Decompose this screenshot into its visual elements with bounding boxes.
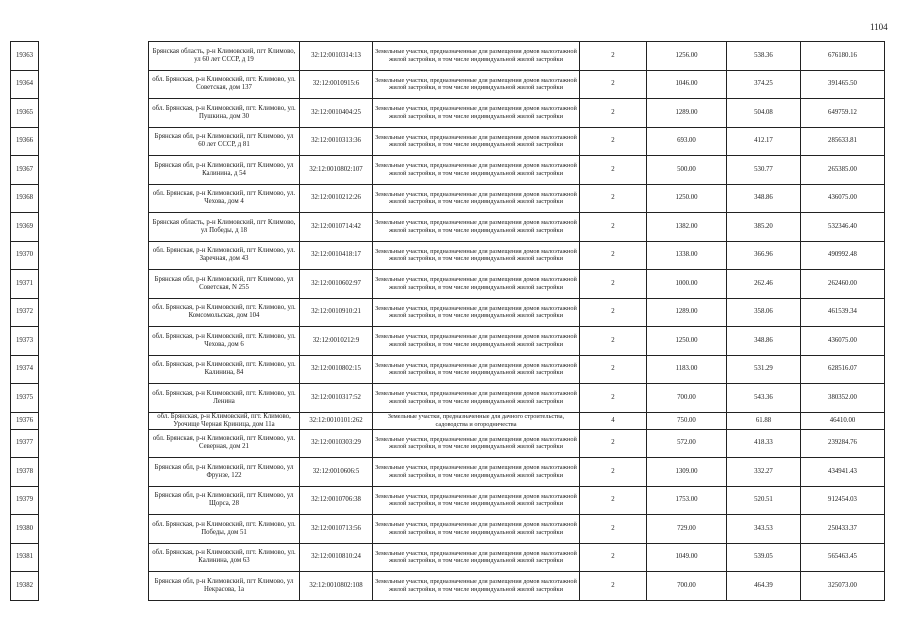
table-row	[11, 543, 885, 572]
cadastral-number-cell: 32:12:0010404:25	[300, 99, 373, 128]
area-cell: 729.00	[647, 515, 727, 544]
cadastral-number-cell: 32:12:0010910:21	[300, 298, 373, 327]
use-code-cell: 2	[580, 355, 647, 384]
use-code-cell: 2	[580, 429, 647, 458]
table-row	[11, 572, 885, 601]
address-cell: обл. Брянская, р-н Климовский, пгт Климово, ул. Заречная, дом 43	[149, 241, 300, 270]
address-cell: обл. Брянская, р-н Климовский, пгт. Климово, ул. Калинина, 84	[149, 355, 300, 384]
area-cell: 700.00	[647, 572, 727, 601]
spacer-cell	[39, 127, 149, 156]
table-row	[11, 184, 885, 213]
page-number: 1104	[870, 22, 888, 32]
cadastral-value-cell: 46410.00	[801, 412, 885, 429]
table-row	[11, 429, 885, 458]
land-use-cell: Земельные участки, предназначенные для размещения домов малоэтажной жилой застройки, в том числе индивидуальной жилой застройки	[373, 184, 580, 213]
specific-value-cell: 504.08	[727, 99, 801, 128]
table-row	[11, 515, 885, 544]
spacer-cell	[39, 515, 149, 544]
cadastral-number-cell: 32:12:0010802:107	[300, 156, 373, 185]
table-row	[11, 156, 885, 185]
use-code-cell: 2	[580, 327, 647, 356]
use-code-cell: 2	[580, 70, 647, 99]
spacer-cell	[39, 99, 149, 128]
area-cell: 1289.00	[647, 99, 727, 128]
area-cell: 700.00	[647, 384, 727, 413]
area-cell: 1250.00	[647, 327, 727, 356]
use-code-cell: 2	[580, 241, 647, 270]
cadastral-value-cell: 285633.81	[801, 127, 885, 156]
cadastral-number-cell: 32:12:0010101:262	[300, 412, 373, 429]
specific-value-cell: 543.36	[727, 384, 801, 413]
cadastral-value-cell: 912454.03	[801, 486, 885, 515]
row-number-cell: 19366	[11, 127, 39, 156]
cadastral-value-cell: 262460.00	[801, 270, 885, 299]
cadastral-number-cell: 32:12:0010802:108	[300, 572, 373, 601]
land-use-cell: Земельные участки, предназначенные для размещения домов малоэтажной жилой застройки, в том числе индивидуальной жилой застройки	[373, 384, 580, 413]
area-cell: 1338.00	[647, 241, 727, 270]
row-number-cell: 19382	[11, 572, 39, 601]
specific-value-cell: 343.53	[727, 515, 801, 544]
land-use-cell: Земельные участки, предназначенные для размещения домов малоэтажной жилой застройки, в том числе индивидуальной жилой застройки	[373, 70, 580, 99]
spacer-cell	[39, 384, 149, 413]
use-code-cell: 4	[580, 412, 647, 429]
specific-value-cell: 530.77	[727, 156, 801, 185]
address-cell: Брянская обл, р-н Климовский, пгт Климово, ул Калинина, д 54	[149, 156, 300, 185]
cadastral-value-cell: 380352.00	[801, 384, 885, 413]
use-code-cell: 2	[580, 384, 647, 413]
use-code-cell: 2	[580, 213, 647, 242]
cadastral-number-cell: 32:12:0010418:17	[300, 241, 373, 270]
land-use-cell: Земельные участки, предназначенные для размещения домов малоэтажной жилой застройки, в том числе индивидуальной жилой застройки	[373, 298, 580, 327]
cadastral-value-cell: 532346.40	[801, 213, 885, 242]
use-code-cell: 2	[580, 127, 647, 156]
cadastral-number-cell: 32:12:0010713:56	[300, 515, 373, 544]
area-cell: 1049.00	[647, 543, 727, 572]
area-cell: 750.00	[647, 412, 727, 429]
cadastral-number-cell: 32:12:0010602:97	[300, 270, 373, 299]
land-use-cell: Земельные участки, предназначенные для размещения домов малоэтажной жилой застройки, в том числе индивидуальной жилой застройки	[373, 327, 580, 356]
row-number-cell: 19364	[11, 70, 39, 99]
use-code-cell: 2	[580, 156, 647, 185]
specific-value-cell: 374.25	[727, 70, 801, 99]
spacer-cell	[39, 270, 149, 299]
use-code-cell: 2	[580, 515, 647, 544]
cadastral-value-cell: 434941.43	[801, 458, 885, 487]
cadastral-number-cell: 32:12:0010606:5	[300, 458, 373, 487]
specific-value-cell: 385.20	[727, 213, 801, 242]
area-cell: 1250.00	[647, 184, 727, 213]
specific-value-cell: 538.36	[727, 42, 801, 71]
land-use-cell: Земельные участки, предназначенные для размещения домов малоэтажной жилой застройки, в том числе индивидуальной жилой застройки	[373, 213, 580, 242]
table-body	[11, 42, 885, 601]
specific-value-cell: 366.96	[727, 241, 801, 270]
cadastral-value-cell: 490992.48	[801, 241, 885, 270]
spacer-cell	[39, 42, 149, 71]
land-use-cell: Земельные участки, предназначенные для размещения домов малоэтажной жилой застройки, в том числе индивидуальной жилой застройки	[373, 543, 580, 572]
cadastral-number-cell: 32:12:0010714:42	[300, 213, 373, 242]
spacer-cell	[39, 213, 149, 242]
row-number-cell: 19375	[11, 384, 39, 413]
table-row	[11, 70, 885, 99]
land-use-cell: Земельные участки, предназначенные для размещения домов малоэтажной жилой застройки, в том числе индивидуальной жилой застройки	[373, 515, 580, 544]
row-number-cell: 19381	[11, 543, 39, 572]
row-number-cell: 19367	[11, 156, 39, 185]
spacer-cell	[39, 572, 149, 601]
spacer-cell	[39, 241, 149, 270]
cadastral-value-cell: 565463.45	[801, 543, 885, 572]
cadastral-number-cell: 32:12:0010915:6	[300, 70, 373, 99]
table-row	[11, 486, 885, 515]
row-number-cell: 19379	[11, 486, 39, 515]
row-number-cell: 19370	[11, 241, 39, 270]
specific-value-cell: 348.86	[727, 327, 801, 356]
area-cell: 1309.00	[647, 458, 727, 487]
cadastral-number-cell: 32:12:0010314:13	[300, 42, 373, 71]
address-cell: обл. Брянская, р-н Климовский, пгт. Климово, ул. Победы, дом 51	[149, 515, 300, 544]
use-code-cell: 2	[580, 184, 647, 213]
specific-value-cell: 61.88	[727, 412, 801, 429]
spacer-cell	[39, 486, 149, 515]
use-code-cell: 2	[580, 543, 647, 572]
row-number-cell: 19371	[11, 270, 39, 299]
row-number-cell: 19368	[11, 184, 39, 213]
specific-value-cell: 520.51	[727, 486, 801, 515]
land-use-cell: Земельные участки, предназначенные для размещения домов малоэтажной жилой застройки, в том числе индивидуальной жилой застройки	[373, 355, 580, 384]
cadastral-number-cell: 32:12:0010810:24	[300, 543, 373, 572]
cadastral-value-cell: 436075.00	[801, 327, 885, 356]
specific-value-cell: 418.33	[727, 429, 801, 458]
cadastral-value-cell: 265385.00	[801, 156, 885, 185]
address-cell: Брянская область, р-н Климовский, пгт Климово, ул 60 лет СССР, д 19	[149, 42, 300, 71]
address-cell: обл. Брянская, р-н Климовский, пгт. Климово, ул. Советская, дом 137	[149, 70, 300, 99]
area-cell: 1382.00	[647, 213, 727, 242]
cadastral-number-cell: 32:12:0010706:38	[300, 486, 373, 515]
table-row	[11, 458, 885, 487]
table-row	[11, 327, 885, 356]
row-number-cell: 19369	[11, 213, 39, 242]
row-number-cell: 19363	[11, 42, 39, 71]
spacer-cell	[39, 184, 149, 213]
use-code-cell: 2	[580, 99, 647, 128]
cadastral-number-cell: 32:12:0010212:9	[300, 327, 373, 356]
address-cell: обл. Брянская, р-н Климовский, пгт. Климово, ул. Чехова, дом 6	[149, 327, 300, 356]
address-cell: обл. Брянская, р-н Климовский, пгт. Климово, ул. Ленина	[149, 384, 300, 413]
address-cell: Брянская обл, р-н Климовский, пгт Климово, ул 60 лет СССР, д 81	[149, 127, 300, 156]
area-cell: 693.00	[647, 127, 727, 156]
table-row	[11, 241, 885, 270]
row-number-cell: 19380	[11, 515, 39, 544]
table-row	[11, 213, 885, 242]
spacer-cell	[39, 327, 149, 356]
specific-value-cell: 412.17	[727, 127, 801, 156]
land-use-cell: Земельные участки, предназначенные для размещения домов малоэтажной жилой застройки, в том числе индивидуальной жилой застройки	[373, 156, 580, 185]
land-use-cell: Земельные участки, предназначенные для размещения домов малоэтажной жилой застройки, в том числе индивидуальной жилой застройки	[373, 42, 580, 71]
table-row	[11, 384, 885, 413]
row-number-cell: 19378	[11, 458, 39, 487]
area-cell: 500.00	[647, 156, 727, 185]
specific-value-cell: 464.39	[727, 572, 801, 601]
cadastral-number-cell: 32:12:0010212:26	[300, 184, 373, 213]
row-number-cell: 19377	[11, 429, 39, 458]
land-use-cell: Земельные участки, предназначенные для размещения домов малоэтажной жилой застройки, в том числе индивидуальной жилой застройки	[373, 241, 580, 270]
row-number-cell: 19365	[11, 99, 39, 128]
specific-value-cell: 539.05	[727, 543, 801, 572]
cadastral-number-cell: 32:12:0010313:36	[300, 127, 373, 156]
cadastral-value-table	[10, 41, 885, 601]
cadastral-number-cell: 32:12:0010303:29	[300, 429, 373, 458]
specific-value-cell: 358.06	[727, 298, 801, 327]
spacer-cell	[39, 298, 149, 327]
cadastral-value-cell: 239284.76	[801, 429, 885, 458]
table-row	[11, 127, 885, 156]
address-cell: Брянская обл, р-н Климовский, пгт Климово, ул Щорса, 28	[149, 486, 300, 515]
land-use-cell: Земельные участки, предназначенные для размещения домов малоэтажной жилой застройки, в том числе индивидуальной жилой застройки	[373, 458, 580, 487]
address-cell: обл. Брянская, р-н Климовский, пгт. Климово, ул. Калинина, дом 63	[149, 543, 300, 572]
area-cell: 1183.00	[647, 355, 727, 384]
land-use-cell: Земельные участки, предназначенные для размещения домов малоэтажной жилой застройки, в том числе индивидуальной жилой застройки	[373, 99, 580, 128]
address-cell: обл. Брянская, р-н Климовский, пгт Климово, ул. Чехова, дом 4	[149, 184, 300, 213]
land-use-cell: Земельные участки, предназначенные для дачного строительства, садоводства и огородничества	[373, 412, 580, 429]
area-cell: 1289.00	[647, 298, 727, 327]
table-row	[11, 355, 885, 384]
land-use-cell: Земельные участки, предназначенные для размещения домов малоэтажной жилой застройки, в том числе индивидуальной жилой застройки	[373, 127, 580, 156]
area-cell: 572.00	[647, 429, 727, 458]
table-row	[11, 270, 885, 299]
specific-value-cell: 332.27	[727, 458, 801, 487]
cadastral-value-cell: 461539.34	[801, 298, 885, 327]
address-cell: Брянская область, р-н Климовский, пгт Климово, ул Победы, д 18	[149, 213, 300, 242]
table-row	[11, 412, 885, 429]
cadastral-value-cell: 676180.16	[801, 42, 885, 71]
table-row	[11, 99, 885, 128]
specific-value-cell: 348.86	[727, 184, 801, 213]
cadastral-number-cell: 32:12:0010317:52	[300, 384, 373, 413]
spacer-cell	[39, 543, 149, 572]
spacer-cell	[39, 458, 149, 487]
address-cell: обл. Брянская, р-н Климовский, пгт. Климово, ул. Пушкина, дом 30	[149, 99, 300, 128]
land-use-cell: Земельные участки, предназначенные для размещения домов малоэтажной жилой застройки, в том числе индивидуальной жилой застройки	[373, 486, 580, 515]
table-row	[11, 42, 885, 71]
area-cell: 1256.00	[647, 42, 727, 71]
land-use-cell: Земельные участки, предназначенные для размещения домов малоэтажной жилой застройки, в том числе индивидуальной жилой застройки	[373, 270, 580, 299]
use-code-cell: 2	[580, 298, 647, 327]
specific-value-cell: 262.46	[727, 270, 801, 299]
spacer-cell	[39, 429, 149, 458]
land-use-cell: Земельные участки, предназначенные для размещения домов малоэтажной жилой застройки, в том числе индивидуальной жилой застройки	[373, 572, 580, 601]
row-number-cell: 19372	[11, 298, 39, 327]
cadastral-value-cell: 649759.12	[801, 99, 885, 128]
cadastral-value-cell: 391465.50	[801, 70, 885, 99]
cadastral-value-cell: 628516.07	[801, 355, 885, 384]
cadastral-value-cell: 325073.00	[801, 572, 885, 601]
spacer-cell	[39, 355, 149, 384]
area-cell: 1000.00	[647, 270, 727, 299]
specific-value-cell: 531.29	[727, 355, 801, 384]
address-cell: Брянская обл, р-н Климовский, пгт Климово, ул Некрасова, 1а	[149, 572, 300, 601]
land-use-cell: Земельные участки, предназначенные для размещения домов малоэтажной жилой застройки, в том числе индивидуальной жилой застройки	[373, 429, 580, 458]
address-cell: Брянская обл, р-н Климовский, пгт Климово, ул Советская, N 255	[149, 270, 300, 299]
row-number-cell: 19374	[11, 355, 39, 384]
area-cell: 1046.00	[647, 70, 727, 99]
row-number-cell: 19376	[11, 412, 39, 429]
address-cell: обл. Брянская, р-н Климовский, пгт Климово, ул. Северная, дом 21	[149, 429, 300, 458]
table-row	[11, 298, 885, 327]
use-code-cell: 2	[580, 486, 647, 515]
spacer-cell	[39, 156, 149, 185]
spacer-cell	[39, 70, 149, 99]
spacer-cell	[39, 412, 149, 429]
area-cell: 1753.00	[647, 486, 727, 515]
use-code-cell: 2	[580, 572, 647, 601]
use-code-cell: 2	[580, 458, 647, 487]
cadastral-number-cell: 32:12:0010802:15	[300, 355, 373, 384]
use-code-cell: 2	[580, 270, 647, 299]
cadastral-value-cell: 250433.37	[801, 515, 885, 544]
row-number-cell: 19373	[11, 327, 39, 356]
address-cell: Брянская обл, р-н Климовский, пгт Климово, ул Фрунзе, 122	[149, 458, 300, 487]
use-code-cell: 2	[580, 42, 647, 71]
address-cell: обл. Брянская, р-н Климовский, пгт. Климово, ул. Комсомольская, дом 104	[149, 298, 300, 327]
address-cell: обл. Брянская, р-н Климовский, пгт. Климово, Урочище Черная Криница, дом 11а	[149, 412, 300, 429]
cadastral-value-cell: 436075.00	[801, 184, 885, 213]
